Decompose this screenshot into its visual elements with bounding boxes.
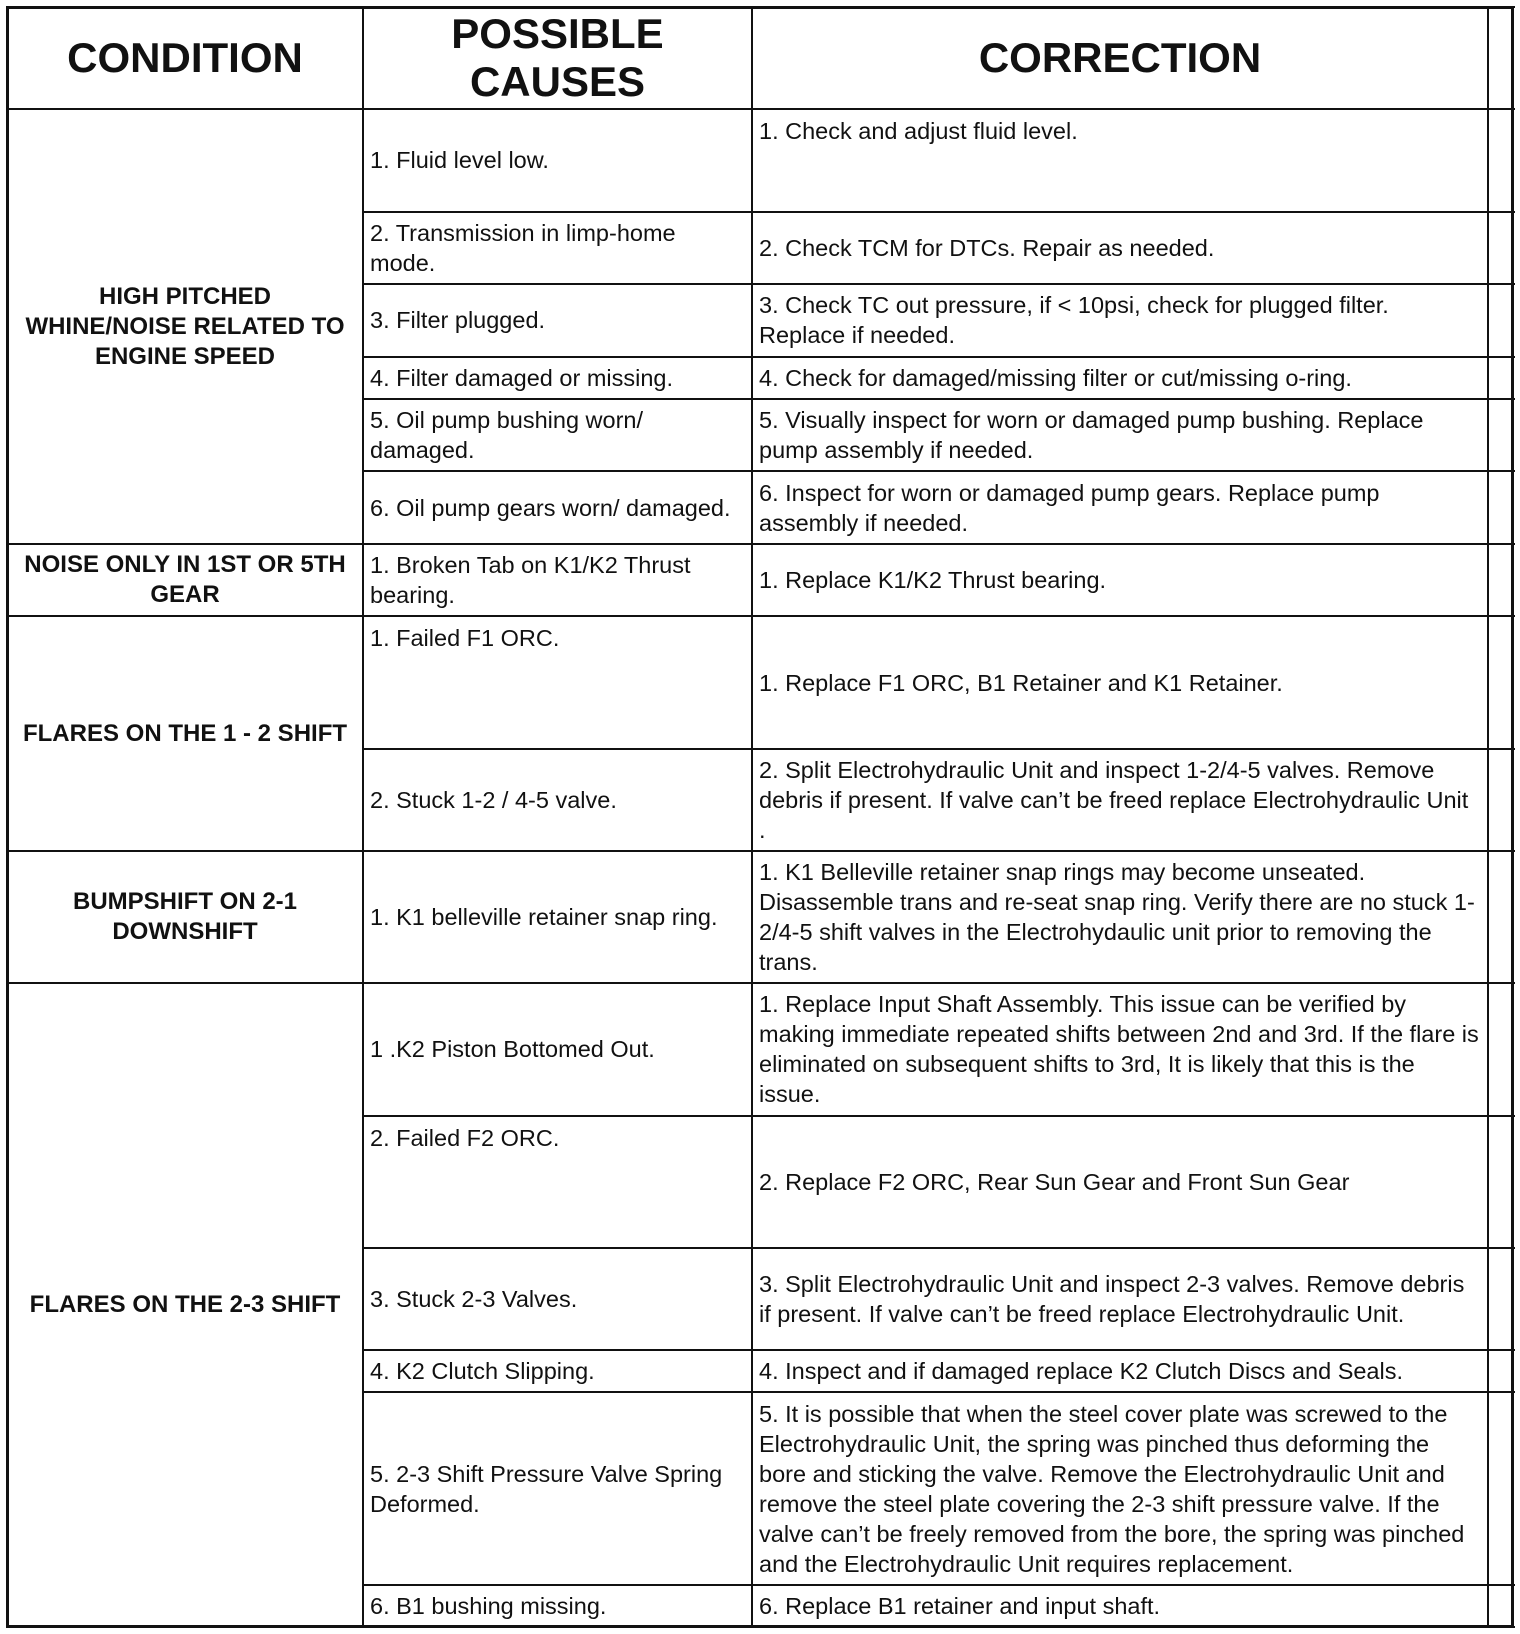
correction-cell: 3. Split Electrohydraulic Unit and inspect 2-3 valves. Remove debris if present. If valve can’t be freed replace Electrohydraulic Unit.: [752, 1248, 1488, 1350]
correction-cell: 1. Replace K1/K2 Thrust bearing.: [752, 544, 1488, 616]
correction-cell: 1. Replace F1 ORC, B1 Retainer and K1 Retainer.: [752, 616, 1488, 748]
condition-line: HIGH PITCHED: [98, 282, 271, 310]
correction-cell: 2. Split Electrohydraulic Unit and inspect 1-2/4-5 valves. Remove debris if present. If valve can’t be freed replace Electrohydraulic Unit .: [752, 749, 1488, 851]
correction-cell: 6. Replace B1 retainer and input shaft.: [752, 1585, 1488, 1627]
cause-cell: 4. K2 Clutch Slipping.: [363, 1350, 752, 1392]
correction-cell: 4. Inspect and if damaged replace K2 Clutch Discs and Seals.: [752, 1350, 1488, 1392]
condition-line: BUMPSHIFT ON 2-1: [72, 888, 297, 916]
correction-cell: 6. Inspect for worn or damaged pump gears. Replace pump assembly if needed.: [752, 471, 1488, 544]
condition-line: WHINE/NOISE RELATED TO: [25, 312, 345, 340]
correction-cell: 5. It is possible that when the steel cover plate was screwed to the Electrohydraulic Unit, the spring was pinched thus deforming the bore and sticking the valve. Remove the Electrohydraulic Unit and remove the steel plate covering the 2-3 shift pressure valve. If the valve can’t be freely removed from the bore, the spring was pinched and the Electrohydraulic Unit requires replacement.: [752, 1392, 1488, 1584]
condition-line: ENGINE SPEED: [94, 342, 276, 370]
cause-cell: 1. Fluid level low.: [363, 109, 752, 211]
cause-cell: 5. 2-3 Shift Pressure Valve Spring Deformed.: [363, 1392, 752, 1584]
header-condition: CONDITION: [7, 7, 363, 109]
header-correction: CORRECTION: [752, 7, 1488, 109]
condition-line: FLARES ON THE 1 - 2 SHIFT: [22, 719, 348, 747]
correction-cell: 1. Check and adjust fluid level.: [752, 109, 1488, 211]
header-causes-line2: CAUSES: [469, 58, 646, 106]
correction-cell: 3. Check TC out pressure, if < 10psi, check for plugged filter. Replace if needed.: [752, 284, 1488, 357]
cause-cell: 6. Oil pump gears worn/ damaged.: [363, 471, 752, 544]
cause-cell: 5. Oil pump bushing worn/ damaged.: [363, 399, 752, 471]
cause-cell: 1 .K2 Piston Bottomed Out.: [363, 983, 752, 1115]
correction-cell: 4. Check for damaged/missing filter or cut/missing o-ring.: [752, 357, 1488, 399]
cause-cell: 1. Failed F1 ORC.: [363, 616, 752, 748]
correction-cell: 2. Replace F2 ORC, Rear Sun Gear and Front Sun Gear: [752, 1116, 1488, 1248]
header-causes-line1: POSSIBLE: [451, 10, 664, 58]
correction-cell: 1. K1 Belleville retainer snap rings may become unseated. Disassemble trans and re-seat snap ring. Verify there are no stuck 1-2/4-5 shift valves in the Electrohydaulic unit prior to removing the trans.: [752, 851, 1488, 983]
outer-border: [6, 6, 1514, 1628]
correction-cell: 1. Replace Input Shaft Assembly. This issue can be verified by making immediate repeated shifts between 2nd and 3rd. If the flare is eliminated on subsequent shifts to 3rd, It is likely that this is the issue.: [752, 983, 1488, 1115]
cause-cell: 3. Filter plugged.: [363, 284, 752, 357]
cause-cell: 6. B1 bushing missing.: [363, 1585, 752, 1627]
cause-cell: 1. K1 belleville retainer snap ring.: [363, 851, 752, 983]
condition-line: FLARES ON THE 2-3 SHIFT: [29, 1291, 341, 1319]
cause-cell: 4. Filter damaged or missing.: [363, 357, 752, 399]
correction-cell: 5. Visually inspect for worn or damaged pump bushing. Replace pump assembly if needed.: [752, 399, 1488, 471]
cause-cell: 3. Stuck 2-3 Valves.: [363, 1248, 752, 1350]
cause-cell: 2. Failed F2 ORC.: [363, 1116, 752, 1248]
correction-cell: 2. Check TCM for DTCs. Repair as needed.: [752, 212, 1488, 284]
condition-line: GEAR: [150, 581, 220, 609]
condition-line: NOISE ONLY IN 1ST OR 5TH: [24, 551, 346, 579]
cause-cell: 2. Stuck 1-2 / 4-5 valve.: [363, 749, 752, 851]
condition-line: DOWNSHIFT: [112, 918, 258, 946]
cause-cell: 1. Broken Tab on K1/K2 Thrust bearing.: [363, 544, 752, 616]
cause-cell: 2. Transmission in limp-home mode.: [363, 212, 752, 284]
